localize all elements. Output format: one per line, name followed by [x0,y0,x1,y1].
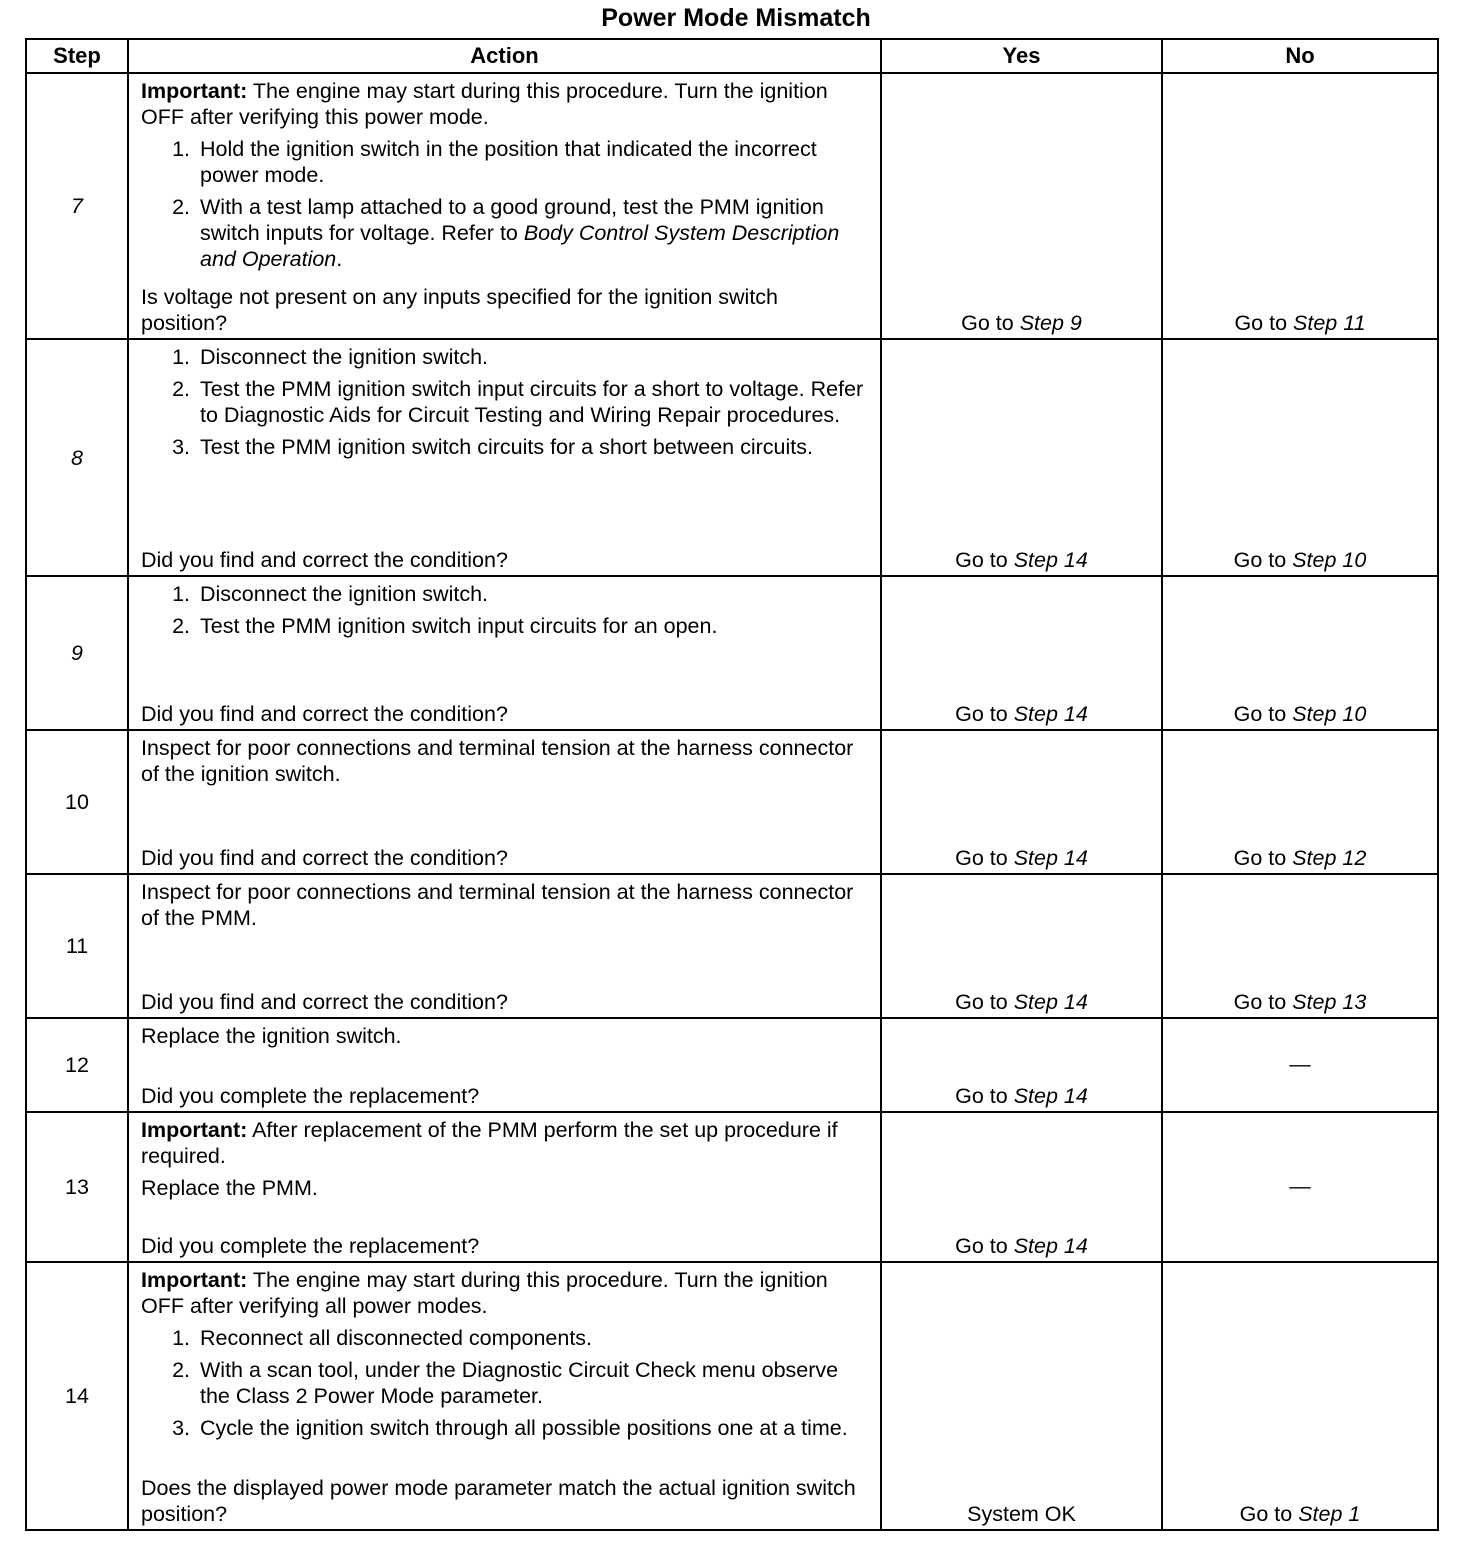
no-result [1162,1018,1438,1112]
text-segment: Did you find and correct the condition? [141,846,508,870]
text-segment: Test the PMM ignition switch input circuits for an open. [200,614,718,638]
yes-step-link: Step 9 [1019,311,1082,335]
list-item [196,1325,870,1351]
text-segment: Did you complete the replacement? [141,1234,480,1258]
header-step: Step [26,39,128,73]
reference-text: Body Control System Description and Operation [200,221,840,271]
step-list [141,1325,870,1447]
text-segment: Does the displayed power mode parameter match the actual ignition switch position? [141,1476,856,1526]
instruction [141,879,870,931]
no-result [1162,1262,1438,1530]
list-item [196,376,870,428]
yes-result [881,874,1162,1018]
table-row [26,339,1438,576]
no-result [1162,339,1438,576]
text-segment: After replacement of the PMM perform the set up procedure if required. [141,1118,838,1168]
action-content [129,340,880,575]
no-prefix: Go to [1234,311,1294,335]
list-item [196,1415,870,1441]
question [141,701,870,727]
list-item [196,136,870,188]
action-cell [128,1262,881,1530]
yes-step-link: Step 14 [1013,1084,1088,1108]
action-content [129,875,880,1017]
header-yes: Yes [881,39,1162,73]
no-step-link: Step 1 [1298,1502,1361,1526]
yes-result [881,576,1162,730]
important-label: Important: [141,1268,248,1292]
text-segment: Inspect for poor connections and terminal tension at the harness connector of the ignition switch. [141,736,854,786]
list-item [196,344,870,370]
list-item [196,581,870,607]
yes-result [881,1112,1162,1262]
question [141,1475,870,1527]
text-segment: Disconnect the ignition switch. [200,345,489,369]
instruction [141,735,870,787]
text-segment: Did you complete the replacement? [141,1084,480,1108]
action-cell [128,576,881,730]
no-result [1162,1112,1438,1262]
table-row [26,874,1438,1018]
header-no: No [1162,39,1438,73]
no-result [1162,874,1438,1018]
no-prefix: Go to [1233,846,1293,870]
step-list [141,581,870,645]
yes-step-link: Step 14 [1013,702,1088,726]
no-prefix: Go to [1233,548,1293,572]
text-segment: With a scan tool, under the Diagnostic Circuit Check menu observe the Class 2 Power Mode parameter. [200,1358,839,1408]
table-row [26,73,1438,339]
list-item [196,613,870,639]
yes-result [881,1262,1162,1530]
text-segment: The engine may start during this procedure. Turn the ignition OFF after verifying this power mode. [141,79,828,129]
text-segment: Replace the PMM. [141,1176,318,1200]
action-cell [128,339,881,576]
instruction [141,1175,870,1201]
question [141,1233,870,1259]
question [141,284,870,336]
yes-prefix: Go to [955,702,1014,726]
yes-result [881,339,1162,576]
yes-prefix: System OK [967,1502,1076,1526]
action-content [129,74,880,338]
yes-prefix: Go to [955,846,1014,870]
instruction [141,1023,870,1049]
no-step-link: Step 13 [1292,990,1367,1014]
no-prefix: Go to [1233,702,1293,726]
yes-step-link: Step 14 [1013,1234,1088,1258]
important-label: Important: [141,79,248,103]
instruction [141,78,870,130]
yes-prefix: Go to [955,1234,1014,1258]
no-result [1162,576,1438,730]
no-step-link: Step 10 [1292,702,1367,726]
important-label: Important: [141,1118,248,1142]
instruction [141,1117,870,1169]
action-content [129,1263,880,1529]
step-number: 12 [26,1018,128,1112]
question [141,845,870,871]
no-prefix: Go to [1233,990,1293,1014]
no-result [1162,730,1438,874]
text-segment: Hold the ignition switch in the position that indicated the incorrect power mode. [200,137,817,187]
step-number: 8 [26,339,128,576]
action-cell [128,730,881,874]
no-step-link: Step 10 [1292,548,1367,572]
yes-step-link: Step 14 [1013,548,1088,572]
yes-prefix: Go to [955,1084,1014,1108]
diagnostic-table [25,38,1439,1531]
table-row [26,1018,1438,1112]
step-number: 14 [26,1262,128,1530]
text-segment: Test the PMM ignition switch circuits for a short between circuits. [200,435,813,459]
question [141,1083,870,1109]
action-content [129,1113,880,1261]
yes-result [881,73,1162,339]
table-row [26,576,1438,730]
text-segment: With a test lamp attached to a good ground, test the PMM ignition switch inputs for voltage. Refer to [200,195,824,245]
text-segment: Is voltage not present on any inputs specified for the ignition switch position? [141,285,779,335]
yes-step-link: Step 14 [1013,990,1088,1014]
yes-result [881,730,1162,874]
no-prefix: Go to [1239,1502,1299,1526]
text-segment: Did you find and correct the condition? [141,548,508,572]
no-step-link: Step 11 [1293,311,1366,335]
action-cell [128,1018,881,1112]
no-prefix: — [1289,1052,1311,1076]
text-segment: Did you find and correct the condition? [141,990,508,1014]
header-row [26,39,1438,73]
step-number: 10 [26,730,128,874]
action-content [129,731,880,873]
no-prefix: — [1289,1174,1311,1198]
text-segment: The engine may start during this procedure. Turn the ignition OFF after verifying all power modes. [141,1268,828,1318]
action-content [129,577,880,729]
step-list [141,344,870,466]
text-segment: Replace the ignition switch. [141,1024,402,1048]
text-segment: Disconnect the ignition switch. [200,582,489,606]
yes-result [881,1018,1162,1112]
action-cell [128,874,881,1018]
step-number: 13 [26,1112,128,1262]
text-segment: . [336,247,343,271]
no-step-link: Step 12 [1292,846,1367,870]
text-segment: Test the PMM ignition switch input circuits for a short to voltage. Refer to Diagnostic Aids for Circuit Testing and Wiring Repair procedures. [200,377,864,427]
table-row [26,730,1438,874]
list-item [196,194,870,272]
yes-prefix: Go to [961,311,1020,335]
no-result [1162,73,1438,339]
header-action: Action [128,39,881,73]
action-content [129,1019,880,1111]
list-item [196,1357,870,1409]
page-title: Power Mode Mismatch [601,4,871,32]
text-segment: Reconnect all disconnected components. [200,1326,593,1350]
step-list [141,136,870,278]
table-row [26,1262,1438,1530]
yes-prefix: Go to [955,990,1014,1014]
yes-step-link: Step 14 [1013,846,1088,870]
list-item [196,434,870,460]
action-cell [128,73,881,339]
instruction [141,1267,870,1319]
step-number: 7 [26,73,128,339]
action-cell [128,1112,881,1262]
step-number: 11 [26,874,128,1018]
table-row [26,1112,1438,1262]
yes-prefix: Go to [955,548,1014,572]
text-segment: Did you find and correct the condition? [141,702,508,726]
text-segment: Inspect for poor connections and terminal tension at the harness connector of the PMM. [141,880,854,930]
question [141,989,870,1015]
step-number: 9 [26,576,128,730]
text-segment: Cycle the ignition switch through all possible positions one at a time. [200,1416,848,1440]
question [141,547,870,573]
